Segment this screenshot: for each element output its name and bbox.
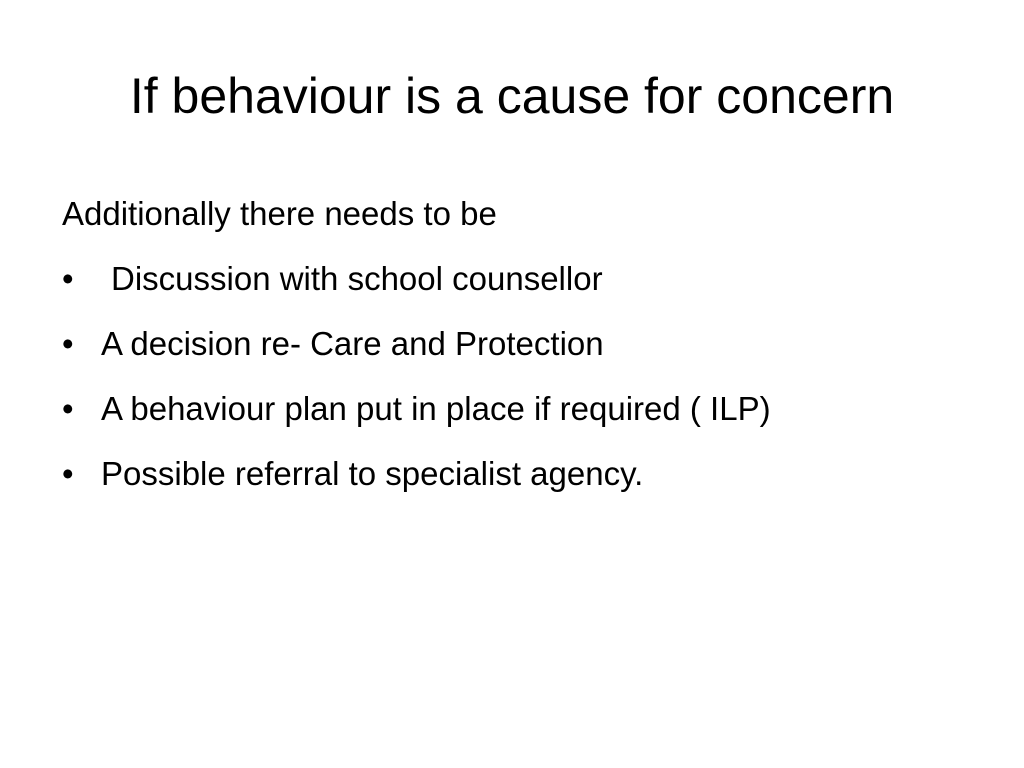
bullet-text: Possible referral to specialist agency. xyxy=(101,455,644,492)
bullet-item xyxy=(62,255,992,303)
bullet-list xyxy=(62,255,992,498)
intro-text: Additionally there needs to be xyxy=(62,195,497,232)
bullet-icon: • xyxy=(62,325,74,362)
bullet-icon: • xyxy=(62,455,74,492)
bullet-item xyxy=(62,450,992,498)
bullet-text: A decision re- Care and Protection xyxy=(101,325,604,362)
bullet-text: A behaviour plan put in place if required ( ILP) xyxy=(101,390,771,427)
slide-title: If behaviour is a cause for concern xyxy=(129,68,895,124)
slide-body xyxy=(62,190,992,515)
bullet-text: Discussion with school counsellor xyxy=(111,260,603,297)
bullet-icon: • xyxy=(62,260,74,297)
bullet-item xyxy=(62,320,992,368)
bullet-icon: • xyxy=(62,390,74,427)
bullet-item xyxy=(62,385,992,433)
